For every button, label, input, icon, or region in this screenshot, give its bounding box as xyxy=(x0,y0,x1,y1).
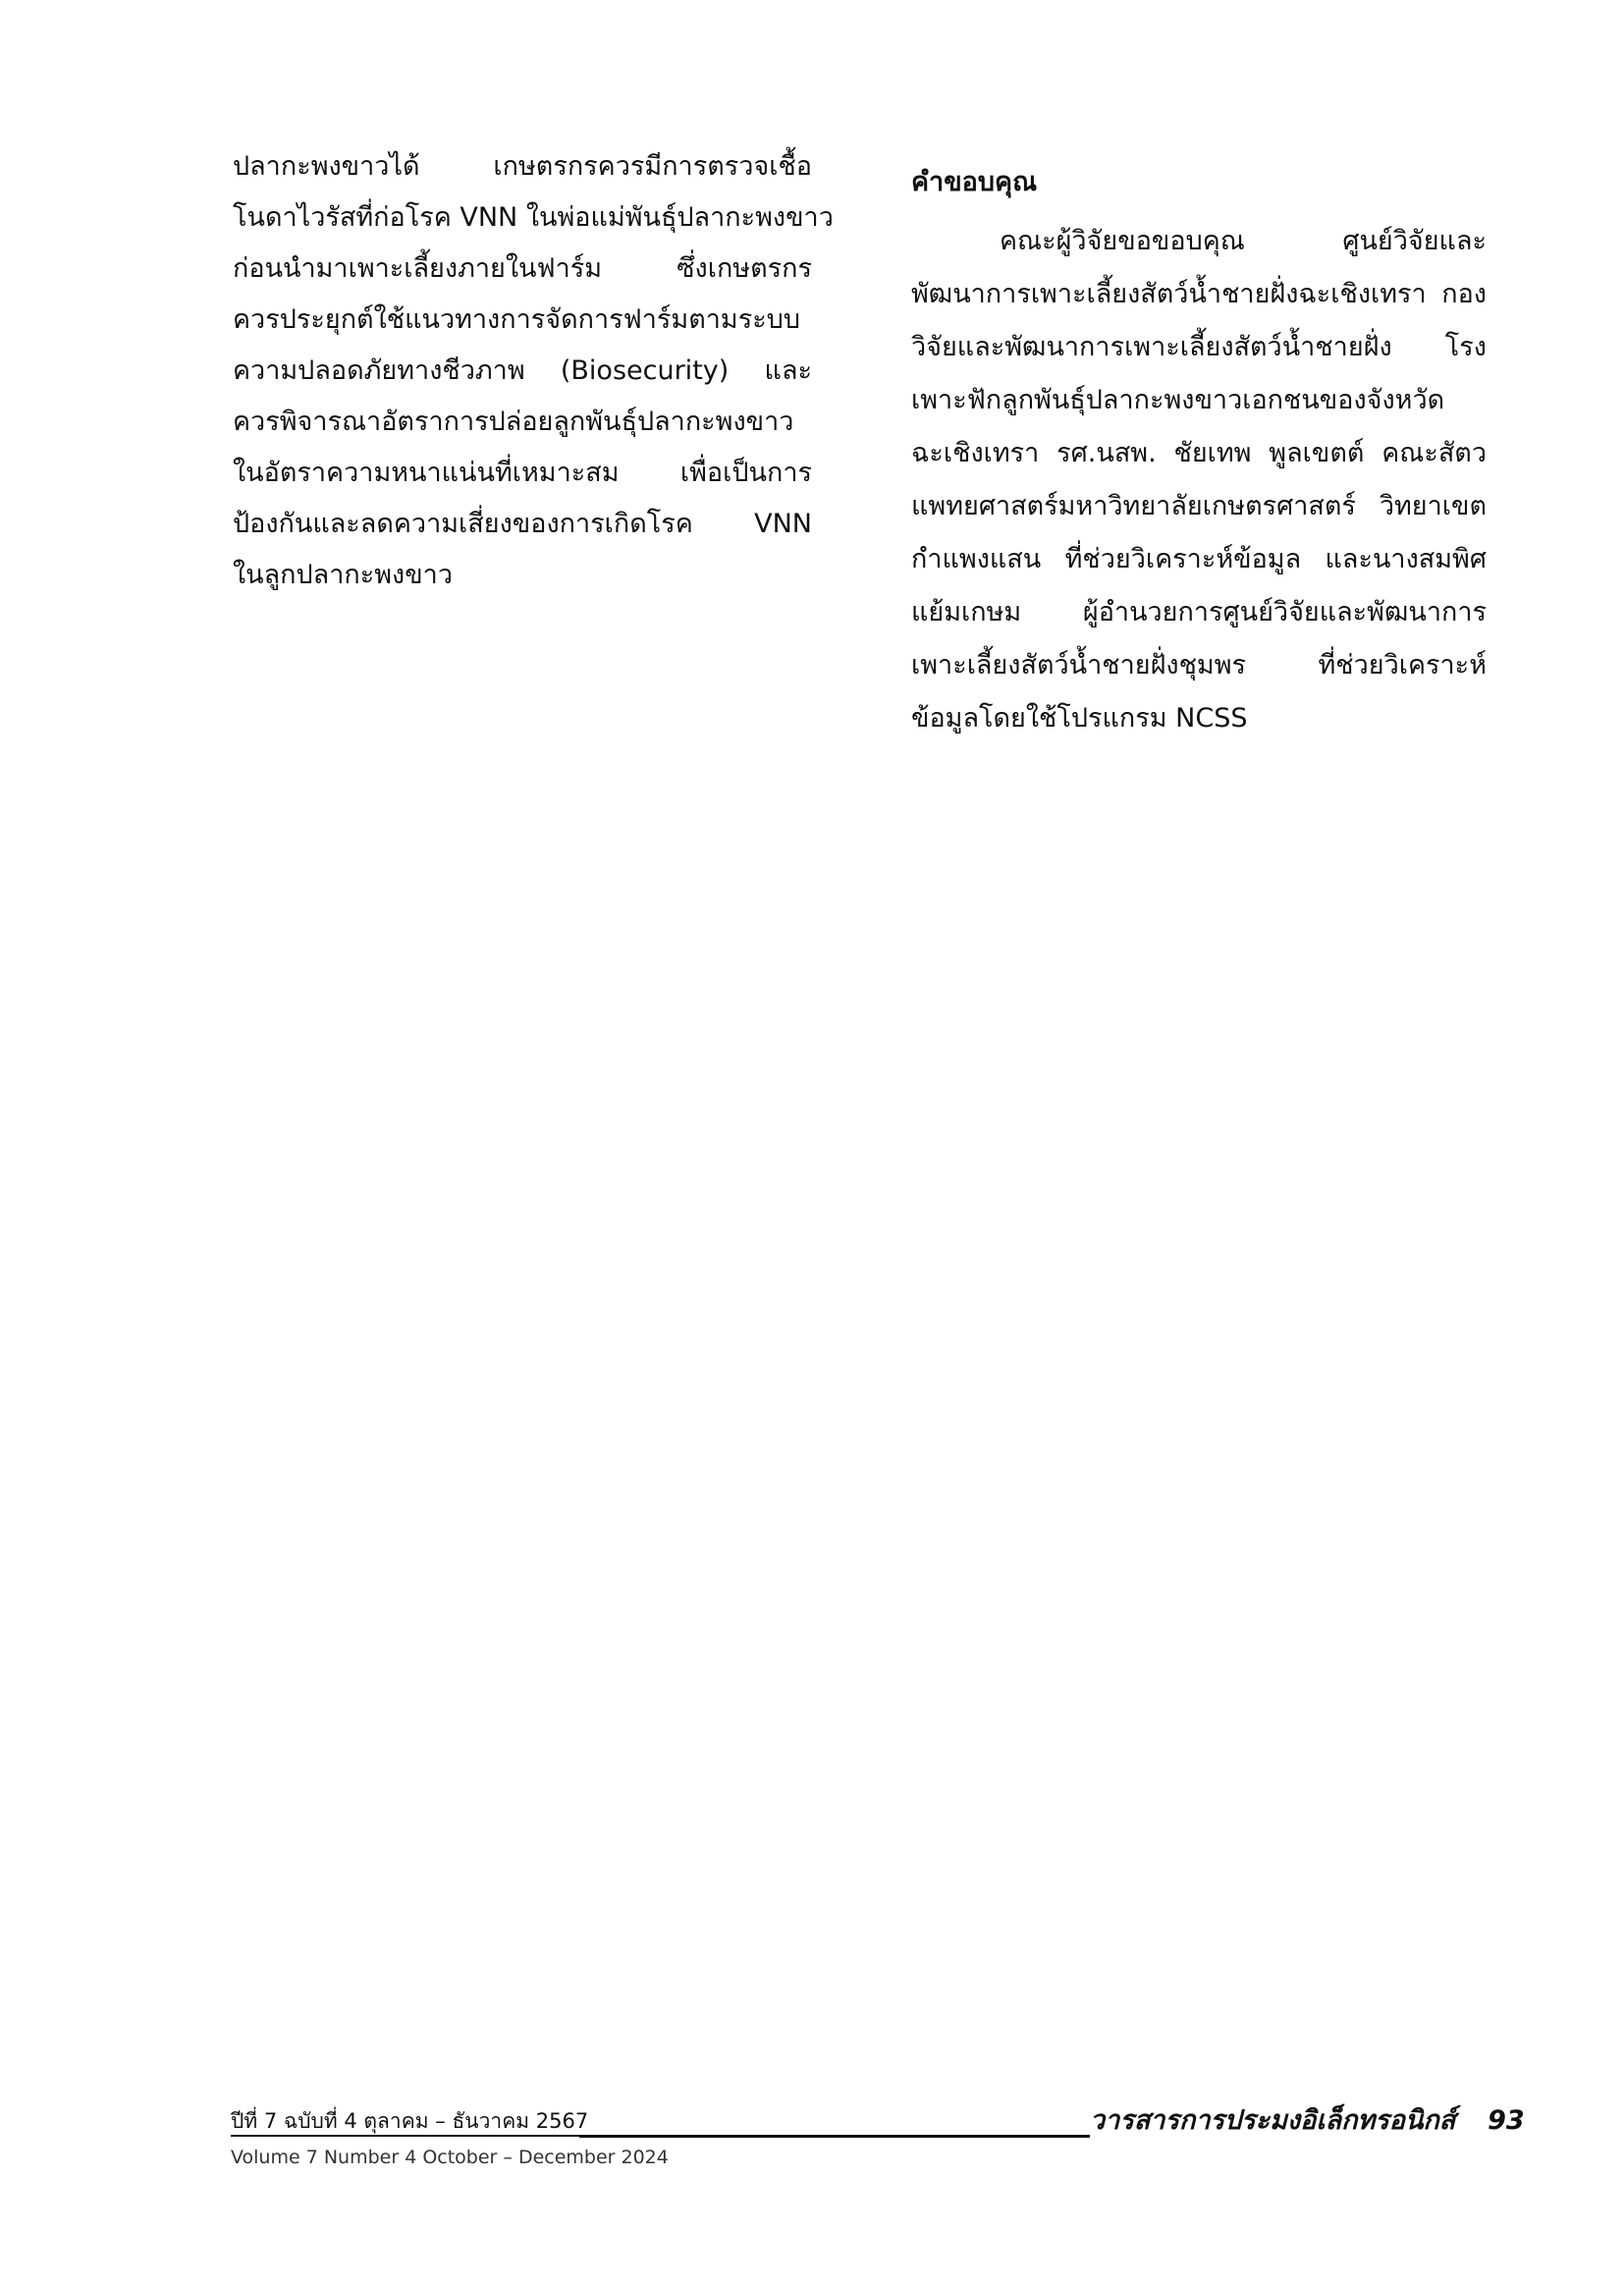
body-text-line: ในอัตราความหนาแน่นที่เหมาะสม เพื่อเป็นการ xyxy=(233,458,812,488)
issue-thai: ปีที่ 7 ฉบับที่ 4 ตุลาคม – ธันวาคม 2567 xyxy=(231,2107,588,2137)
body-text-line: แพทยศาสตร์มหาวิทยาลัยเกษตรศาสตร์ วิทยาเขต xyxy=(911,491,1487,521)
body-text-line: เพาะฟักลูกพันธุ์ปลากะพงขาวเอกชนของจังหวัด xyxy=(911,385,1445,415)
journal-name: วารสารการประมงอิเล็กทรอนิกส์ xyxy=(1090,2105,1456,2136)
body-text-line: ควรพิจารณาอัตราการปล่อยลูกพันธุ์ปลากะพงขาว xyxy=(233,407,794,437)
body-text-line: ข้อมูลโดยใช้โปรแกรม NCSS xyxy=(911,703,1248,734)
body-text-line: แย้มเกษม ผู้อำนวยการศูนย์วิจัยและพัฒนาการ xyxy=(911,597,1487,627)
body-text-line: ป้องกันและลดความเสี่ยงของการเกิดโรค VNN xyxy=(233,509,812,539)
body-text-line: พัฒนาการเพาะเลี้ยงสัตว์น้ำชายฝั่งฉะเชิงเทรา กอง xyxy=(911,279,1487,309)
body-text-line: ก่อนนำมาเพาะเลี้ยงภายในฟาร์ม ซึ่งเกษตรกร xyxy=(233,253,812,284)
body-text-line: เพาะเลี้ยงสัตว์น้ำชายฝั่งชุมพร ที่ช่วยวิเคราะห์ xyxy=(911,650,1487,680)
page-number: 93 xyxy=(1488,2105,1525,2136)
acknowledgement-heading: คำขอบคุณ xyxy=(911,167,1038,197)
body-text-line: ปลากะพงขาวได้ เกษตรกรควรมีการตรวจเชื้อ xyxy=(233,151,812,182)
body-text-line: ความปลอดภัยทางชีวภาพ (Biosecurity) และ xyxy=(233,355,812,386)
footer-divider xyxy=(579,2135,1090,2138)
body-text-line: ควรประยุกต์ใช้แนวทางการจัดการฟาร์มตามระบบ xyxy=(233,304,800,335)
body-text-line: โนดาไวรัสที่ก่อโรค VNN ในพ่อแม่พันธุ์ปลากะพงขาว xyxy=(233,202,834,233)
body-text-line: วิจัยและพัฒนาการเพาะเลี้ยงสัตว์น้ำชายฝั่ง โรง xyxy=(911,332,1487,362)
body-text-line: คณะผู้วิจัยขอขอบคุณ ศูนย์วิจัยและ xyxy=(1000,226,1487,256)
journal-title xyxy=(1090,2101,1525,2141)
body-text-line: ในลูกปลากะพงขาว xyxy=(233,560,453,590)
page-footer xyxy=(0,2101,1624,2219)
body-text-line: ฉะเชิงเทรา รศ.นสพ. ชัยเทพ พูลเขตต์ คณะสัตว xyxy=(911,438,1487,468)
issue-english: Volume 7 Number 4 October – December 2024 xyxy=(231,2147,669,2168)
body-text-line: กำแพงแสน ที่ช่วยวิเคราะห์ข้อมูล และนางสมพิศ xyxy=(911,544,1487,574)
